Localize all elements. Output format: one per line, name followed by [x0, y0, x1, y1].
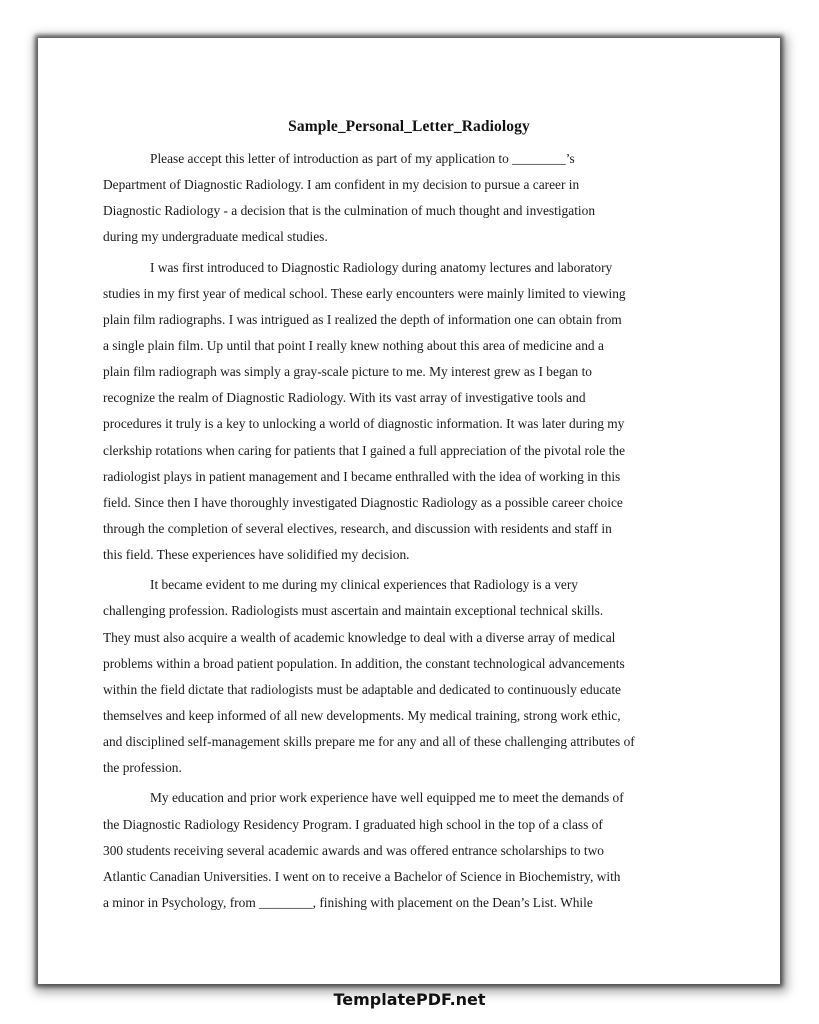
- text-line: challenging profession. Radiologists must ascertain and maintain exceptional technical skills.: [103, 603, 604, 619]
- letter-body: [103, 146, 715, 916]
- text-line: My education and prior work experience have well equipped me to meet the demands of: [150, 790, 624, 806]
- site-watermark: TemplatePDF.net: [333, 990, 486, 1009]
- text-line: field. Since then I have thoroughly investigated Diagnostic Radiology as a possible career choice: [103, 494, 623, 510]
- text-line: during my undergraduate medical studies.: [103, 229, 328, 245]
- text-line: They must also acquire a wealth of academic knowledge to deal with a diverse array of medical: [103, 629, 616, 645]
- text-line: themselves and keep informed of all new developments. My medical training, strong work ethic,: [103, 707, 621, 723]
- letter-paragraph: [103, 572, 715, 781]
- text-line: Atlantic Canadian Universities. I went on to receive a Bachelor of Science in Biochemistry, with: [103, 868, 621, 884]
- text-line: radiologist plays in patient management and I became enthralled with the idea of working in this: [103, 468, 621, 484]
- text-line: and disciplined self-management skills prepare me for any and all of these challenging attributes of: [103, 734, 635, 750]
- letter-paragraph: [103, 146, 715, 251]
- text-line: Please accept this letter of introduction as part of my application to ________’s: [150, 151, 575, 166]
- text-line: the Diagnostic Radiology Residency Program. I graduated high school in the top of a class of: [103, 816, 603, 832]
- text-line: a single plain film. Up until that point I really knew nothing about this area of medicine and a: [103, 337, 604, 353]
- text-line: 300 students receiving several academic awards and was offered entrance scholarships to two: [103, 842, 604, 858]
- text-line: this field. These experiences have solidified my decision.: [103, 547, 410, 563]
- text-line: Department of Diagnostic Radiology. I am confident in my decision to pursue a career in: [103, 177, 580, 193]
- text-line: the profession.: [103, 760, 182, 776]
- text-line: procedures it truly is a key to unlocking a world of diagnostic information. It was later during my: [103, 416, 625, 432]
- letter-paragraph: [103, 785, 715, 916]
- text-line: within the field dictate that radiologists must be adaptable and dedicated to continuously educate: [103, 681, 621, 697]
- text-line: plain film radiographs. I was intrigued as I realized the depth of information one can obtain from: [103, 311, 622, 327]
- document-title: Sample_Personal_Letter_Radiology: [288, 118, 530, 135]
- letter-paragraph: [103, 255, 715, 569]
- text-line: It became evident to me during my clinical experiences that Radiology is a very: [150, 577, 578, 593]
- text-line: studies in my first year of medical school. These early encounters were mainly limited to viewing: [103, 285, 626, 301]
- document-page: [38, 38, 780, 984]
- text-line: clerkship rotations when caring for patients that I gained a full appreciation of the pivotal role the: [103, 442, 626, 458]
- text-line: a minor in Psychology, from ________, finishing with placement on the Dean’s List. While: [103, 894, 593, 910]
- text-line: through the completion of several electives, research, and discussion with residents and staff in: [103, 520, 612, 536]
- text-line: recognize the realm of Diagnostic Radiology. With its vast array of investigative tools and: [103, 390, 586, 406]
- text-line: plain film radiograph was simply a gray-scale picture to me. My interest grew as I began to: [103, 364, 592, 380]
- text-line: problems within a broad patient population. In addition, the constant technological advancements: [103, 655, 625, 671]
- text-line: Diagnostic Radiology - a decision that is the culmination of much thought and investigation: [103, 203, 596, 219]
- text-line: I was first introduced to Diagnostic Radiology during anatomy lectures and laboratory: [150, 259, 613, 275]
